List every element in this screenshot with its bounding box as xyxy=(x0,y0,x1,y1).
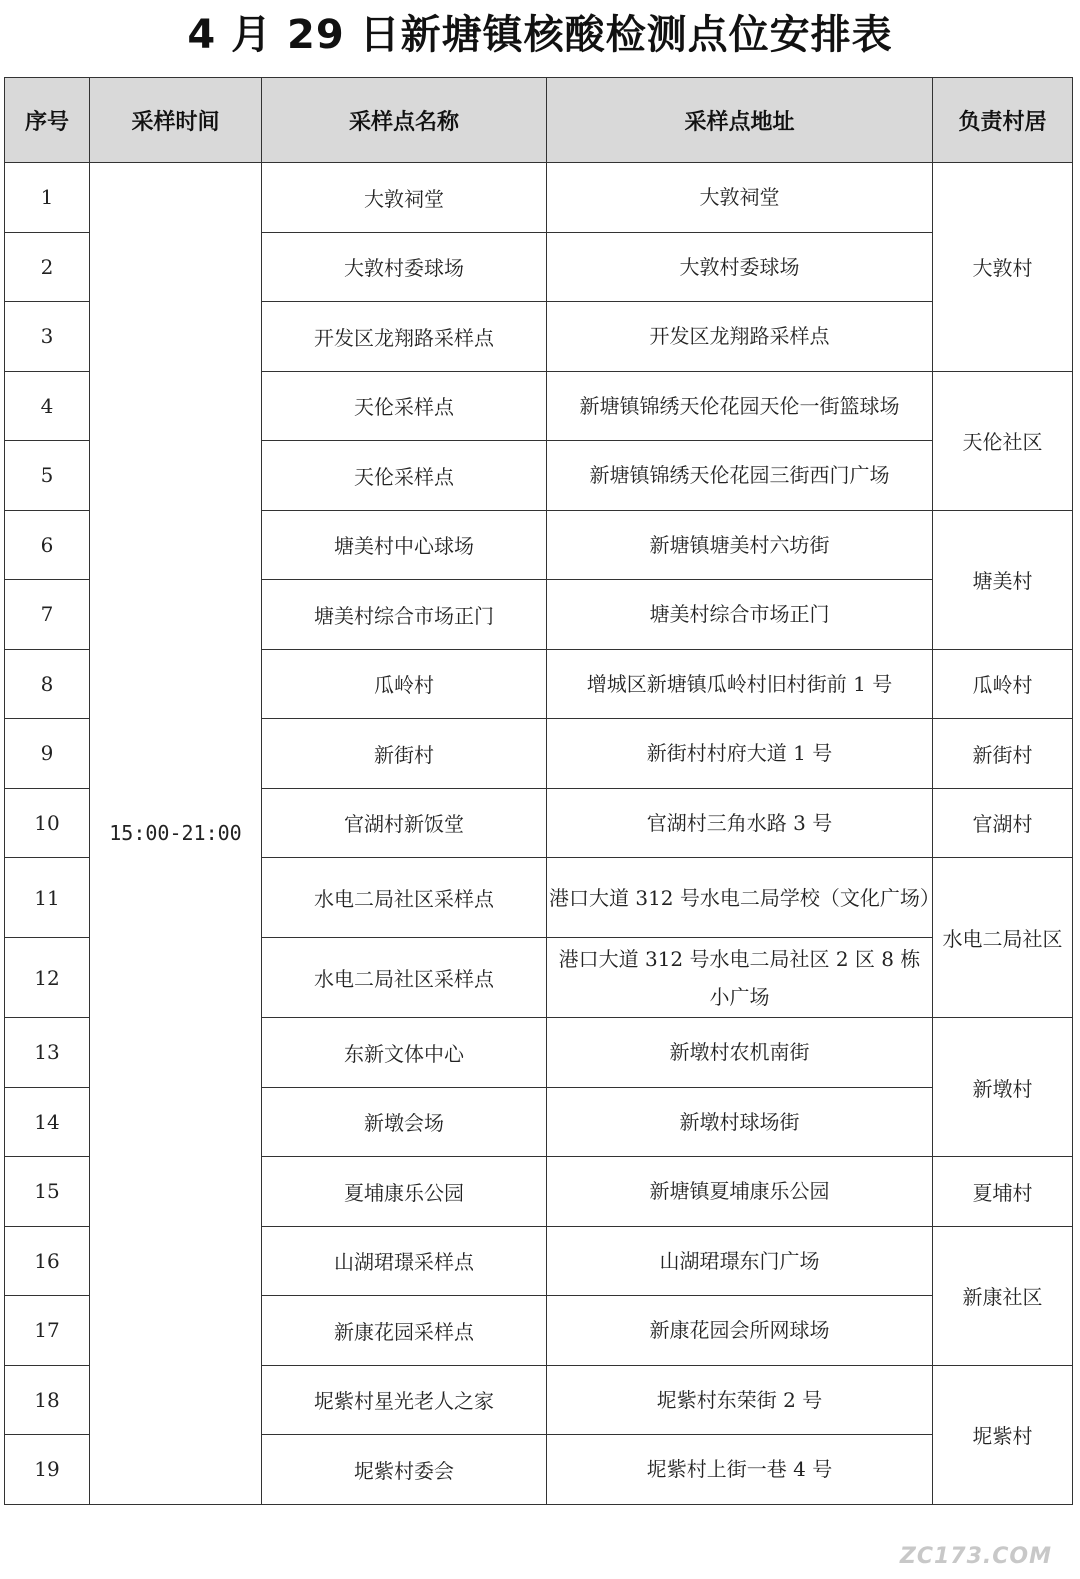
row-number: 11 xyxy=(5,858,90,938)
row-number: 4 xyxy=(5,371,90,441)
responsible-village: 瓜岭村 xyxy=(933,649,1073,719)
site-address: 港口大道 312 号水电二局学校（文化广场） xyxy=(547,858,933,938)
row-number: 7 xyxy=(5,580,90,650)
site-address: 新塘镇锦绣天伦花园天伦一街篮球场 xyxy=(547,371,933,441)
row-number: 8 xyxy=(5,649,90,719)
page-title: 4 月 29 日新塘镇核酸检测点位安排表 xyxy=(187,12,893,58)
site-name: 水电二局社区采样点 xyxy=(262,858,547,938)
site-address: 大敦村委球场 xyxy=(547,232,933,302)
site-name: 夏埔康乐公园 xyxy=(262,1157,547,1227)
table-row xyxy=(5,163,1073,233)
site-address: 增城区新塘镇瓜岭村旧村街前 1 号 xyxy=(547,649,933,719)
header-seq: 序号 xyxy=(5,78,90,163)
row-number: 13 xyxy=(5,1018,90,1088)
responsible-village: 新康社区 xyxy=(933,1226,1073,1365)
site-address: 港口大道 312 号水电二局社区 2 区 8 栋小广场 xyxy=(547,938,933,1018)
row-number: 19 xyxy=(5,1435,90,1505)
responsible-village: 官湖村 xyxy=(933,788,1073,858)
header-village: 负责村居 xyxy=(933,78,1073,163)
site-address: 新塘镇锦绣天伦花园三街西门广场 xyxy=(547,441,933,511)
watermark-logo xyxy=(900,1544,1052,1569)
site-name: 新墩会场 xyxy=(262,1087,547,1157)
site-name: 瓜岭村 xyxy=(262,649,547,719)
site-address: 新墩村农机南街 xyxy=(547,1018,933,1088)
site-address: 新塘镇夏埔康乐公园 xyxy=(547,1157,933,1227)
responsible-village: 塘美村 xyxy=(933,510,1073,649)
responsible-village: 新墩村 xyxy=(933,1018,1073,1157)
site-name: 新康花园采样点 xyxy=(262,1296,547,1366)
row-number: 9 xyxy=(5,719,90,789)
responsible-village: 水电二局社区 xyxy=(933,858,1073,1018)
responsible-village: 大敦村 xyxy=(933,163,1073,372)
responsible-village: 天伦社区 xyxy=(933,371,1073,510)
row-number: 17 xyxy=(5,1296,90,1366)
site-name: 塘美村中心球场 xyxy=(262,510,547,580)
site-name: 东新文体中心 xyxy=(262,1018,547,1088)
site-name: 大敦祠堂 xyxy=(262,163,547,233)
row-number: 10 xyxy=(5,788,90,858)
header-time: 采样时间 xyxy=(90,78,262,163)
row-number: 18 xyxy=(5,1365,90,1435)
schedule-table xyxy=(4,77,1073,1505)
site-address: 新康花园会所网球场 xyxy=(547,1296,933,1366)
site-name: 塘美村综合市场正门 xyxy=(262,580,547,650)
row-number: 2 xyxy=(5,232,90,302)
sampling-time: 15:00-21:00 xyxy=(90,163,262,1505)
site-name: 天伦采样点 xyxy=(262,371,547,441)
site-address: 官湖村三角水路 3 号 xyxy=(547,788,933,858)
site-name: 天伦采样点 xyxy=(262,441,547,511)
row-number: 12 xyxy=(5,938,90,1018)
site-name: 大敦村委球场 xyxy=(262,232,547,302)
site-address: 新塘镇塘美村六坊街 xyxy=(547,510,933,580)
site-address: 新墩村球场街 xyxy=(547,1087,933,1157)
row-number: 3 xyxy=(5,302,90,372)
row-number: 15 xyxy=(5,1157,90,1227)
row-number: 16 xyxy=(5,1226,90,1296)
site-name: 官湖村新饭堂 xyxy=(262,788,547,858)
site-name: 水电二局社区采样点 xyxy=(262,938,547,1018)
header-site-name: 采样点名称 xyxy=(262,78,547,163)
responsible-village: 夏埔村 xyxy=(933,1157,1073,1227)
row-number: 1 xyxy=(5,163,90,233)
site-address: 新街村村府大道 1 号 xyxy=(547,719,933,789)
site-address: 开发区龙翔路采样点 xyxy=(547,302,933,372)
site-name: 山湖珺璟采样点 xyxy=(262,1226,547,1296)
site-name: 开发区龙翔路采样点 xyxy=(262,302,547,372)
row-number: 14 xyxy=(5,1087,90,1157)
site-name: 新街村 xyxy=(262,719,547,789)
header-site-address: 采样点地址 xyxy=(547,78,933,163)
header-row xyxy=(5,78,1073,163)
responsible-village: 新街村 xyxy=(933,719,1073,789)
row-number: 5 xyxy=(5,441,90,511)
site-address: 坭紫村东荣街 2 号 xyxy=(547,1365,933,1435)
site-address: 塘美村综合市场正门 xyxy=(547,580,933,650)
site-name: 坭紫村星光老人之家 xyxy=(262,1365,547,1435)
site-address: 坭紫村上街一巷 4 号 xyxy=(547,1435,933,1505)
site-address: 山湖珺璟东门广场 xyxy=(547,1226,933,1296)
site-name: 坭紫村委会 xyxy=(262,1435,547,1505)
responsible-village: 坭紫村 xyxy=(933,1365,1073,1504)
site-address: 大敦祠堂 xyxy=(547,163,933,233)
row-number: 6 xyxy=(5,510,90,580)
watermark-text: ZC173.COM xyxy=(899,1544,1052,1569)
